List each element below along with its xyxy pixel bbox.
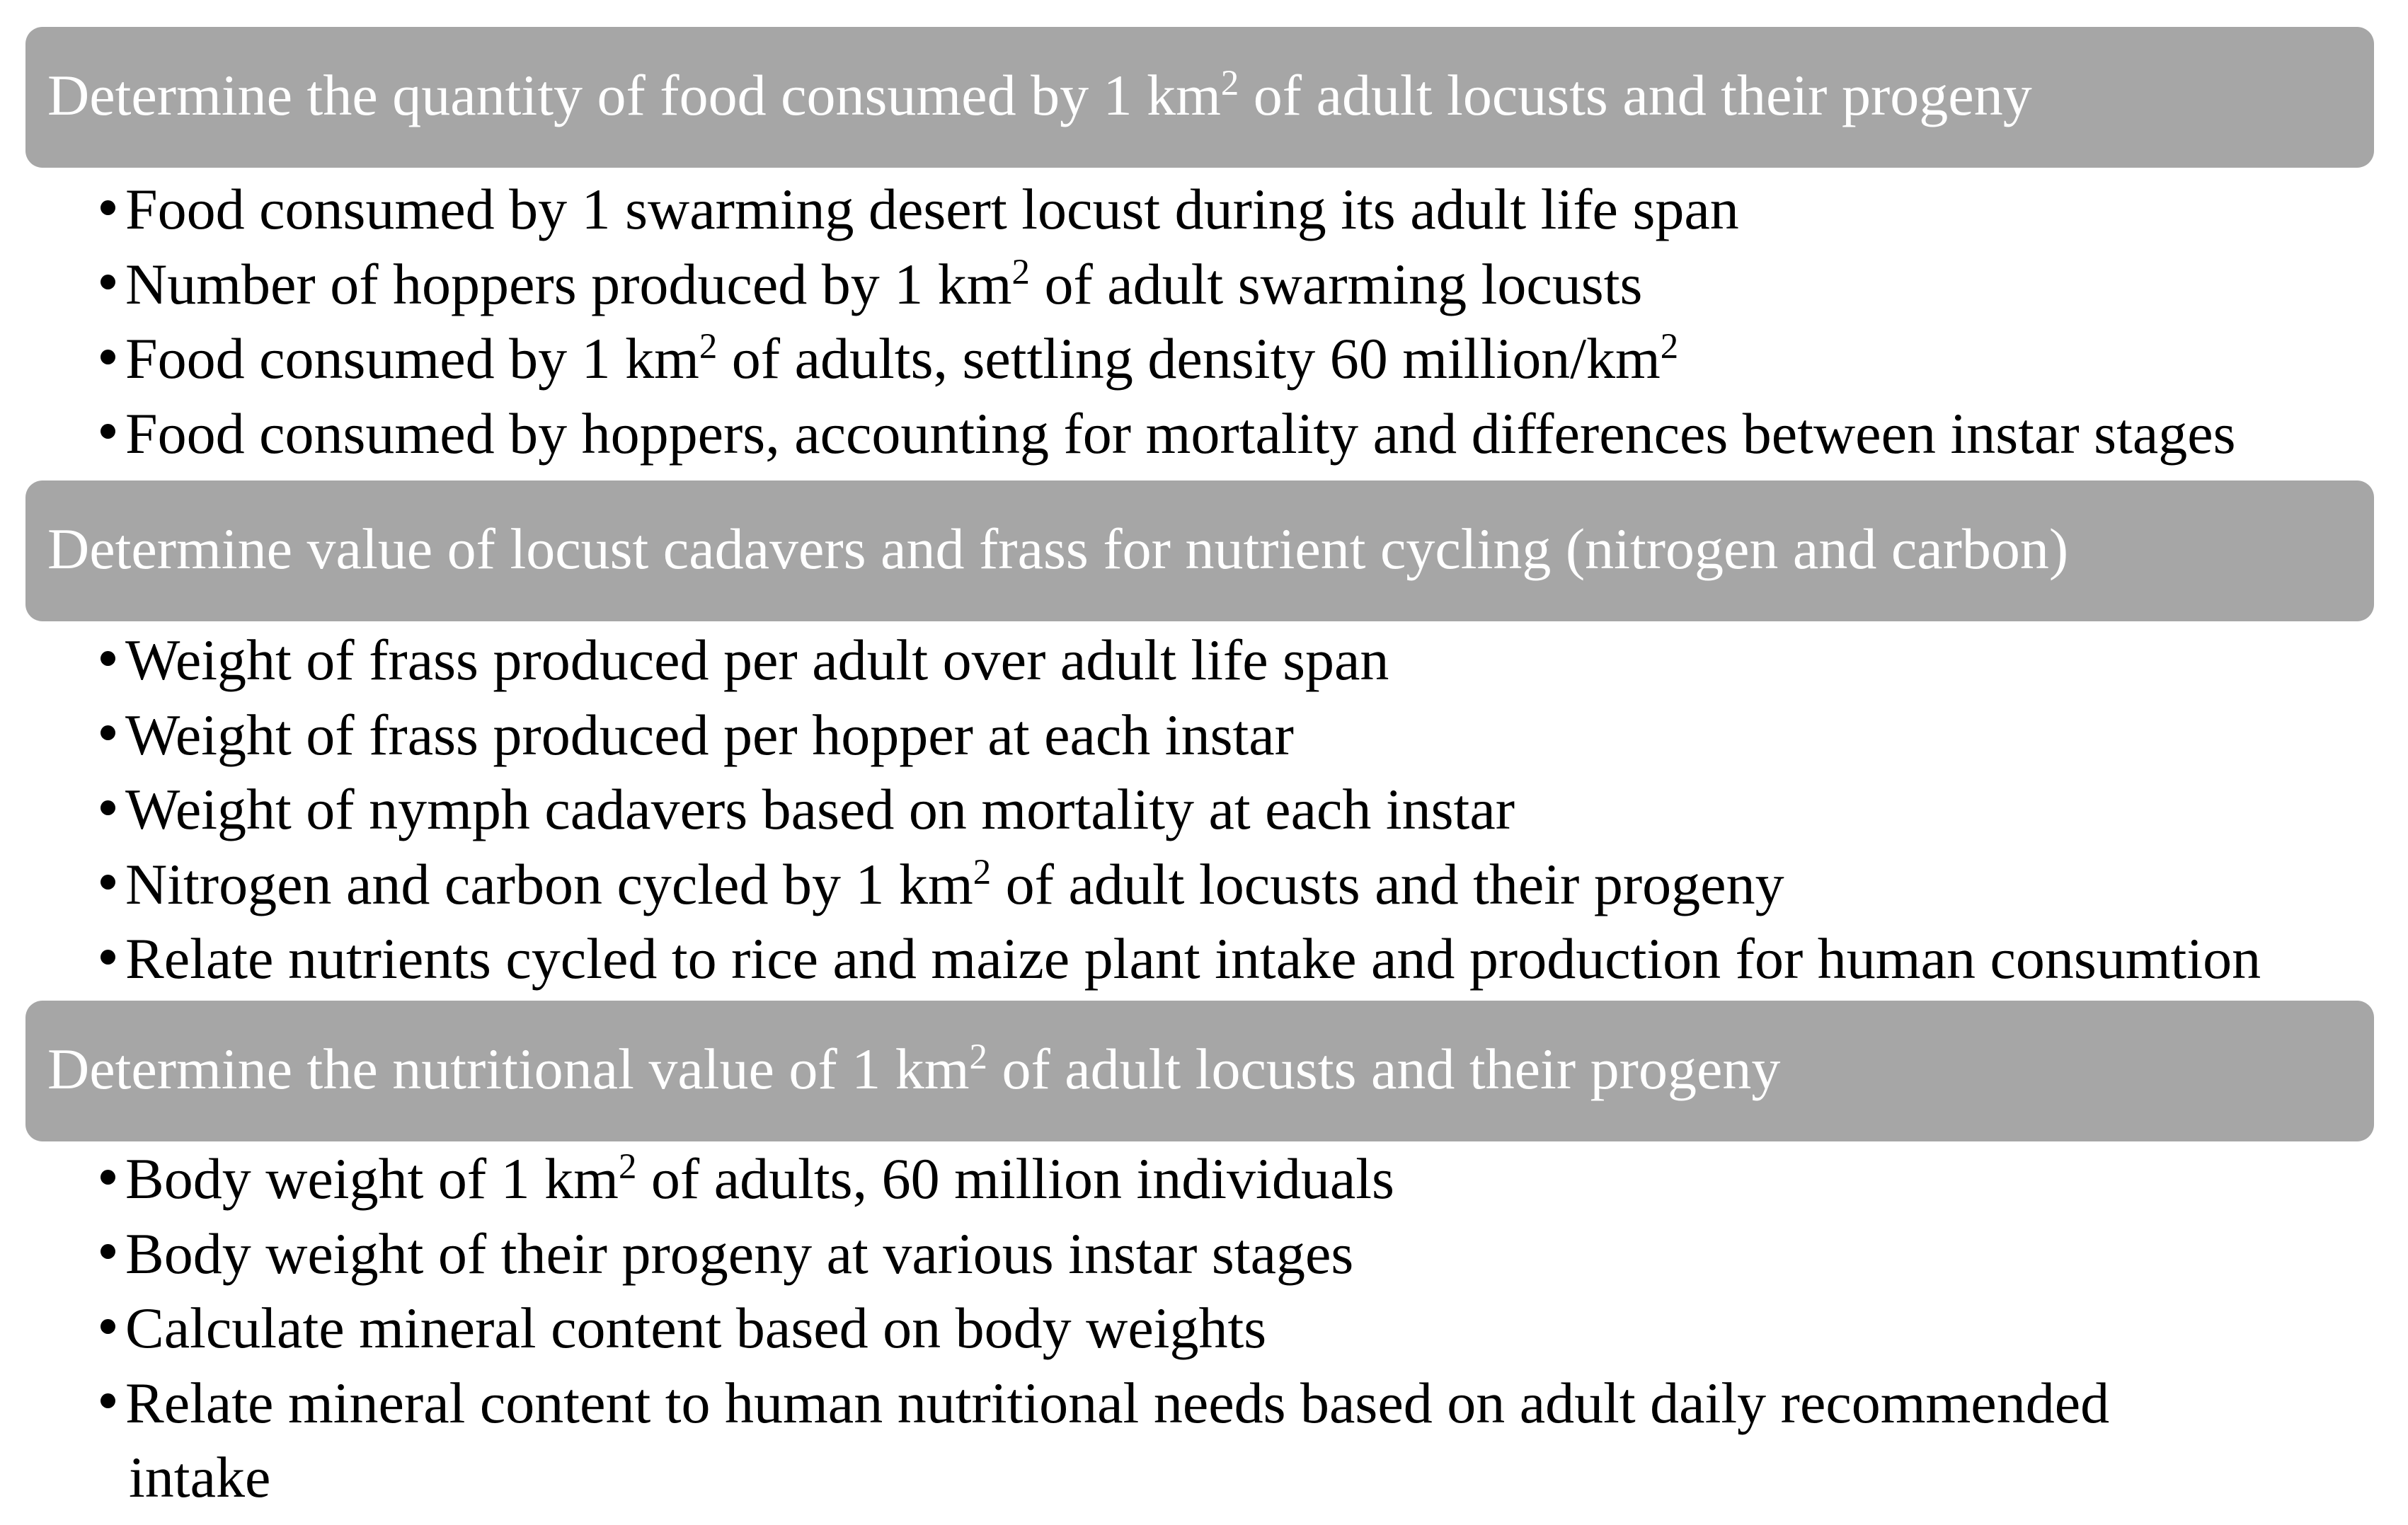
list-item-text: Number of hoppers produced by 1 $km^2$ of adult swarming locusts bbox=[125, 251, 1643, 316]
section-title-text: Determine value of locust cadavers and frass for nutrient cycling (nitrogen and carbon) bbox=[47, 517, 2069, 581]
bullet-icon bbox=[101, 725, 115, 740]
list-item bbox=[0, 396, 2408, 471]
bullet-icon bbox=[101, 800, 115, 815]
bullet-icon bbox=[101, 1319, 115, 1334]
section-header-food-consumption bbox=[25, 27, 2374, 168]
bullet-icon bbox=[101, 875, 115, 890]
list-item-continuation bbox=[0, 1440, 2408, 1515]
list-item bbox=[0, 847, 2408, 922]
list-item bbox=[0, 247, 2408, 322]
list-item-text: Weight of nymph cadavers based on mortality at each instar bbox=[125, 777, 1515, 841]
bullet-icon bbox=[101, 1393, 115, 1408]
section-title bbox=[47, 517, 2069, 581]
section-title bbox=[47, 63, 2032, 127]
section-title-text: Determine the quantity of food consumed by 1 km bbox=[47, 63, 1221, 127]
bullet-icon bbox=[101, 424, 115, 439]
list-item-text: Body weight of their progeny at various instar stages bbox=[125, 1221, 1354, 1286]
list-item-text: Relate mineral content to human nutritional needs based on adult daily recommended bbox=[125, 1370, 2110, 1435]
list-item-text: Relate nutrients cycled to rice and maize plant intake and production for human consumtion bbox=[125, 926, 2261, 991]
bullet-icon bbox=[101, 1244, 115, 1259]
bullet-icon bbox=[101, 275, 115, 289]
list-item bbox=[0, 1141, 2408, 1216]
list-item-text: Food consumed by 1 swarming desert locust during its adult life span bbox=[125, 177, 1739, 241]
superscript: 2 bbox=[969, 1037, 987, 1077]
section-title-text: of adult locusts and their progeny bbox=[1239, 63, 2032, 127]
list-item-text: Calculate mineral content based on body weights bbox=[125, 1296, 1267, 1360]
list-item-text: Nitrogen and carbon cycled by 1 $km^2$ of adult locusts and their progeny bbox=[125, 851, 1784, 916]
list-item bbox=[0, 321, 2408, 396]
list-item-text: Food consumed by 1 $km^2$ of adults, settling density 60 million/$km^2$ bbox=[125, 326, 1679, 391]
bullet-list-nutrient-cycling bbox=[0, 623, 2408, 996]
list-item-text: Weight of frass produced per adult over adult life span bbox=[125, 628, 1389, 692]
list-item bbox=[0, 921, 2408, 996]
list-item bbox=[0, 1291, 2408, 1366]
superscript: 2 bbox=[1220, 63, 1239, 103]
list-item bbox=[0, 172, 2408, 247]
section-title-text: of adult locusts and their progeny bbox=[987, 1037, 1781, 1101]
list-item-text: Weight of frass produced per hopper at each instar bbox=[125, 702, 1294, 767]
list-item bbox=[0, 1216, 2408, 1291]
bullet-icon bbox=[101, 1170, 115, 1185]
list-item-text: Body weight of 1 $km^2$ of adults, 60 million individuals bbox=[125, 1146, 1394, 1211]
section-header-nutrient-cycling bbox=[25, 480, 2374, 621]
bullet-list-food-consumption bbox=[0, 172, 2408, 471]
section-title bbox=[47, 1037, 1781, 1101]
list-item-text: Food consumed by hoppers, accounting for mortality and differences between instar stages bbox=[125, 401, 2236, 466]
list-item-text: intake bbox=[129, 1445, 271, 1509]
section-header-nutritional-value bbox=[25, 1001, 2374, 1141]
bullet-list-nutritional-value bbox=[0, 1141, 2408, 1515]
bullet-icon bbox=[101, 651, 115, 666]
list-item bbox=[0, 623, 2408, 698]
list-item bbox=[0, 698, 2408, 773]
bullet-icon bbox=[101, 350, 115, 364]
bullet-icon bbox=[101, 200, 115, 215]
bullet-icon bbox=[101, 950, 115, 965]
section-title-text: Determine the nutritional value of 1 km bbox=[47, 1037, 970, 1101]
list-item bbox=[0, 1366, 2408, 1441]
list-item bbox=[0, 772, 2408, 847]
